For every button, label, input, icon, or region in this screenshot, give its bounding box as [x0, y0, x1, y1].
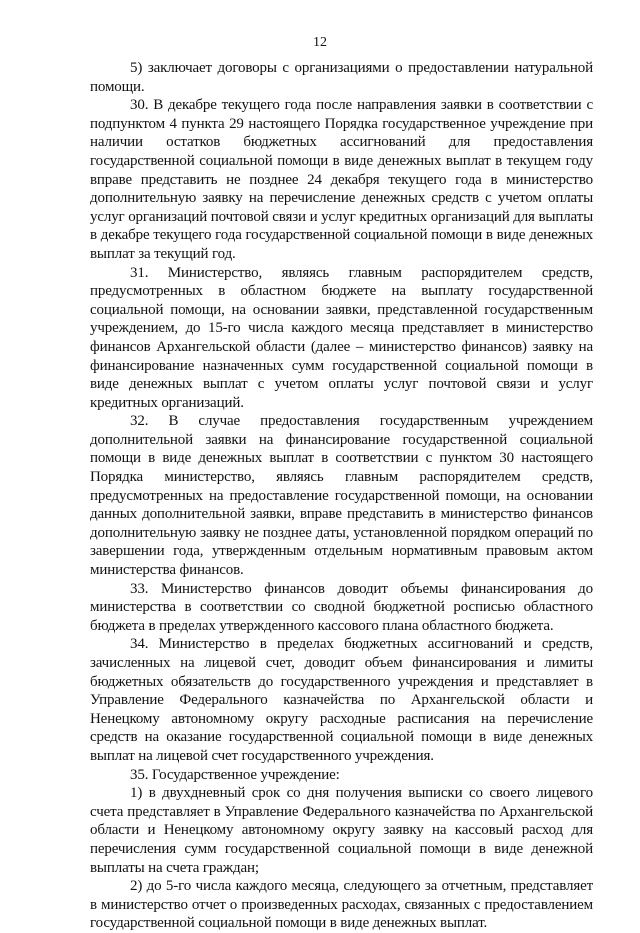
paragraph-item-5: 5) заключает договоры с организациями о предоставлении натуральной помощи. [90, 60, 593, 95]
paragraph-35-item-2: 2) до 5-го числа каждого месяца, следующего за отчетным, представляет в министерство отчет о произведенных расходах, связанных с предоставлением государственной социальной помощи в виде денежных выплат. [90, 878, 593, 932]
paragraph-30: 30. В декабре текущего года после направления заявки в соответствии с подпунктом 4 пункта 29 настоящего Порядка государственное учреждение при наличии остатков бюджетных ассигнований для предоставления государственной социальной помощи в виде денежных выплат в текущем году вправе представить не позднее 24 декабря текущего года в министерство дополнительную заявку на перечисление денежных средств с учетом оплаты услуг организаций почтовой связи и услуг кредитных организаций для выплаты в декабре текущего года государственной социальной помощи в виде денежных выплат за текущий год. [90, 97, 593, 262]
paragraph-35-heading: 35. Государственное учреждение: [130, 766, 340, 783]
paragraph-33: 33. Министерство финансов доводит объемы финансирования до министерства в соответствии со сводной бюджетной росписью областного бюджета в пределах утвержденного кассового плана областного бюджета. [90, 580, 593, 634]
page-number: 12 [313, 35, 327, 50]
paragraph-34: 34. Министерство в пределах бюджетных ассигнований и средств, зачисленных на лицевой счет, доводит объем финансирования и лимиты бюджетных обязательств до государственного учреждения и представляет в Управление Федерального казначейства по Архангельской области и Ненецкому автономному округу расходные расписания на перечисление средств на оказание государственной социальной помощи в виде денежных выплат на лицевой счет государственного учреждения. [90, 636, 593, 764]
document-body [90, 59, 593, 933]
paragraph-31: 31. Министерство, являясь главным распорядителем средств, предусмотренных в областном бюджете на выплату государственной социальной помощи, на основании заявки, представленной государственным учреждением, до 15-го числа каждого месяца представляет в министерство финансов Архангельской области (далее – министерство финансов) заявку на финансирование назначенных сумм государственной социальной помощи в виде денежных выплат с учетом оплаты услуг почтовой связи и услуг кредитных организаций. [90, 264, 593, 411]
paragraph-32: 32. В случае предоставления государственным учреждением дополнительной заявки на финансирование государственной социальной помощи в виде денежных выплат в соответствии с пунктом 30 настоящего Порядка министерство, являясь главным распорядителем средств, предусмотренных на предоставление государственной помощи, на основании данных дополнительной заявки, вправе представить в министерство финансов дополнительную заявку не позднее даты, установленной порядком операций по завершении года, утвержденным отдельным нормативным правовым актом министерства финансов. [90, 413, 593, 579]
paragraph-35-item-1: 1) в двухдневный срок со дня получения выписки со своего лицевого счета представляет в Управление Федерального казначейства по Архангельской области и Ненецкому автономному округу заявку на кассовый расход для перечисления сумм государственной социальной помощи в виде денежной выплаты на счета граждан; [90, 785, 593, 876]
